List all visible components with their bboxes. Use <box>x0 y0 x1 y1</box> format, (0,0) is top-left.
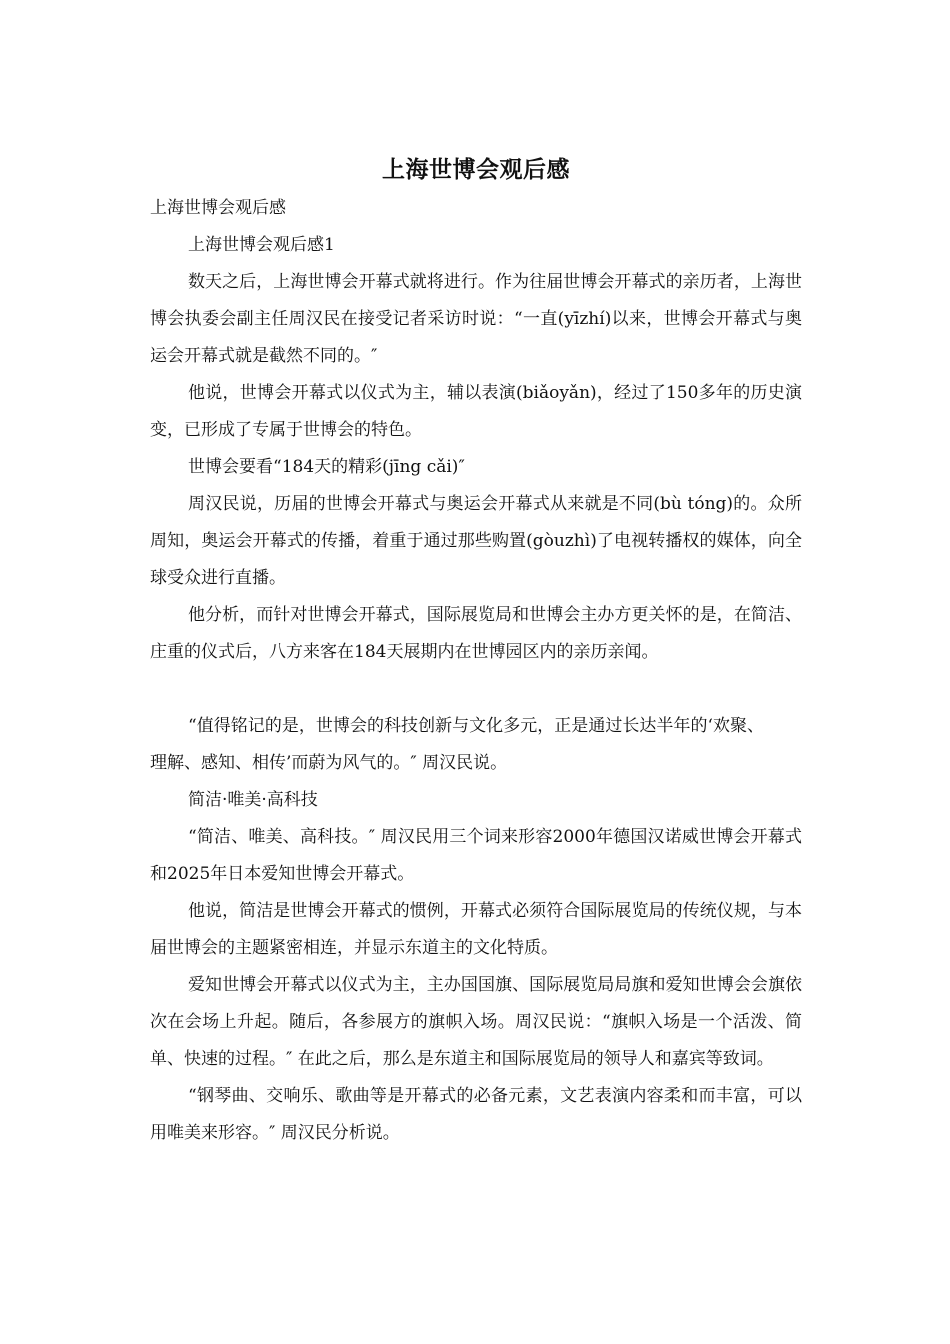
paragraph: 数天之后，上海世博会开幕式就将进行。作为往届世博会开幕式的亲历者，上海世博会执委会副主任周汉民在接受记者采访时说：“一直(yīzhí)以来，世博会开幕式与奥运会开幕式就是截然不同的。″ <box>150 272 802 366</box>
paragraph: 爱知世博会开幕式以仪式为主，主办国国旗、国际展览局局旗和爱知世博会会旗依次在会场上升起。随后，各参展方的旗帜入场。周汉民说：“旗帜入场是一个活泼、简单、快速的过程。″ 在此之后，那么是东道主和国际展览局的领导人和嘉宾等致词。 <box>150 975 802 1069</box>
paragraph: “值得铭记的是，世博会的科技创新与文化多元，正是通过长达半年的‘欢聚、理解、感知、相传’而蔚为风气的。″ 周汉民说。 <box>150 716 764 773</box>
paragraph: 他分析，而针对世博会开幕式，国际展览局和世博会主办方更关怀的是，在简洁、庄重的仪式后，八方来客在184天展期内在世博园区内的亲历亲闻。 <box>150 605 802 662</box>
section-heading: 简洁·唯美·高科技 <box>188 790 318 810</box>
document-subtitle: 上海世博会观后感 <box>150 198 286 218</box>
blank-line <box>150 671 802 708</box>
document-page <box>150 150 802 1152</box>
section-label: 上海世博会观后感1 <box>188 235 335 255</box>
paragraph: “钢琴曲、交响乐、歌曲等是开幕式的必备元素，文艺表演内容柔和而丰富，可以用唯美来形容。″ 周汉民分析说。 <box>150 1086 802 1143</box>
paragraph: 他说，世博会开幕式以仪式为主，辅以表演(biǎoyǎn)，经过了150多年的历史演变，已形成了专属于世博会的特色。 <box>150 383 802 440</box>
section-heading: 世博会要看“184天的精彩(jīng cǎi)″ <box>188 457 465 477</box>
paragraph: “简洁、唯美、高科技。″ 周汉民用三个词来形容2000年德国汉诺威世博会开幕式和2025年日本爱知世博会开幕式。 <box>150 827 802 884</box>
paragraph: 周汉民说，历届的世博会开幕式与奥运会开幕式从来就是不同(bù tóng)的。众所周知，奥运会开幕式的传播，着重于通过那些购置(gòuzhì)了电视转播权的媒体，向全球受众进行直播。 <box>150 494 802 588</box>
document-title: 上海世博会观后感 <box>382 157 570 183</box>
paragraph: 他说，简洁是世博会开幕式的惯例，开幕式必须符合国际展览局的传统仪规，与本届世博会的主题紧密相连，并显示东道主的文化特质。 <box>150 901 802 958</box>
